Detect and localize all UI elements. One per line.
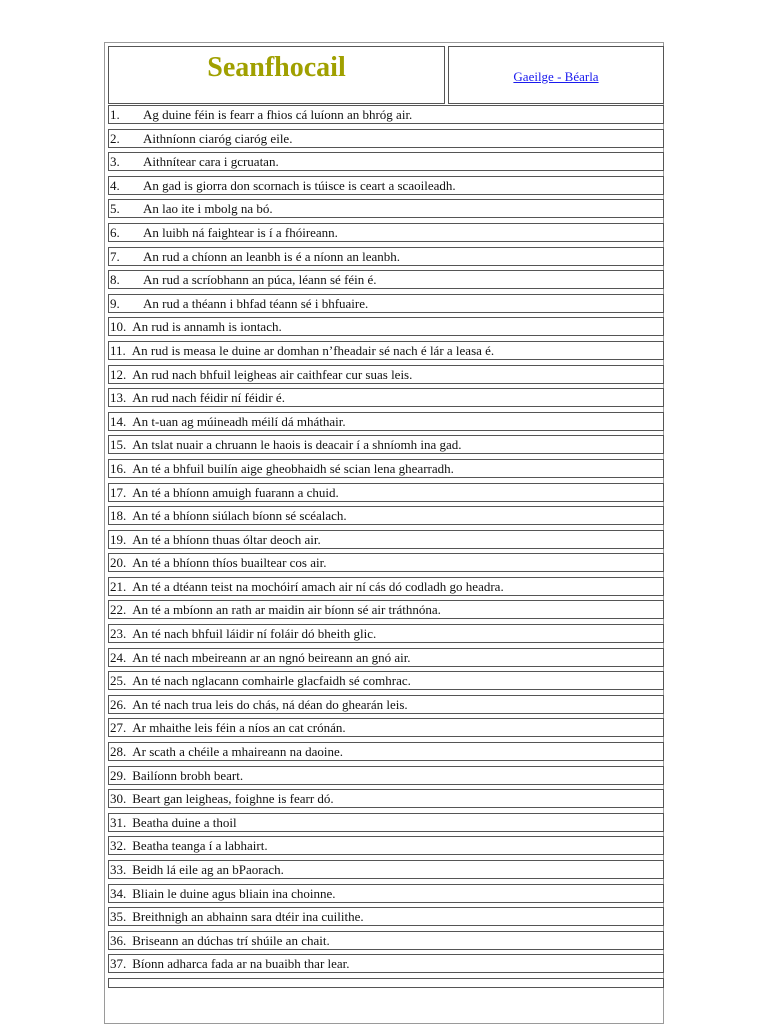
proverb-text: Ag duine féin is fearr a fhios cá luíonn an bhróg air.: [143, 107, 413, 122]
proverb-text: An rud is annamh is iontach.: [132, 319, 282, 335]
proverb-number: 2.: [110, 130, 120, 146]
proverb-number: 32.: [110, 838, 127, 854]
proverb-number: 21.: [110, 578, 127, 594]
proverb-number: 28.: [110, 744, 127, 760]
proverb-row: [108, 577, 664, 596]
proverb-row: [108, 789, 664, 808]
proverb-number: 11.: [110, 342, 126, 358]
proverb-number: 5.: [110, 201, 120, 217]
proverb-row: [108, 907, 664, 926]
proverb-row: [108, 223, 664, 242]
proverb-number: 3.: [110, 154, 120, 170]
proverb-row: [108, 365, 664, 384]
proverb-number: 18.: [110, 508, 127, 524]
proverb-text: Beatha teanga í a labhairt.: [132, 838, 268, 854]
proverb-row: [108, 931, 664, 950]
proverb-text: An rud a théann i bhfad téann sé i bhfuaire.: [143, 295, 369, 311]
proverb-row-partial: [108, 978, 664, 988]
proverb-text: Aithníonn ciaróg ciaróg eile.: [143, 130, 293, 146]
proverb-text: Beidh lá eile ag an bPaorach.: [132, 862, 284, 877]
proverb-number: 15.: [110, 437, 127, 453]
proverb-number: 14.: [110, 413, 127, 429]
proverb-number: 16.: [110, 460, 127, 476]
proverb-number: 12.: [110, 366, 127, 382]
language-link-cell: [448, 46, 664, 104]
header-row: [108, 46, 660, 104]
proverb-text: An lao ite i mbolg na bó.: [143, 201, 273, 217]
proverb-row: [108, 129, 664, 148]
proverb-number: 8.: [110, 272, 120, 288]
proverb-text: Aithnítear cara i gcruatan.: [143, 154, 279, 170]
proverb-text: An té nach mbeireann ar an ngnó beireann an gnó air.: [132, 649, 411, 665]
proverb-row: [108, 105, 664, 124]
proverb-row: [108, 341, 664, 360]
proverb-text: Bliain le duine agus bliain ina choinne.: [132, 885, 336, 901]
proverb-text: Bíonn adharca fada ar na buaibh thar lear.: [132, 956, 350, 972]
proverb-number: 9.: [110, 295, 120, 311]
proverb-number: 27.: [110, 720, 127, 736]
proverb-row: [108, 176, 664, 195]
proverb-row: [108, 954, 664, 973]
proverb-text: An té a bhíonn thíos buailtear cos air.: [132, 555, 327, 571]
proverb-row: [108, 860, 664, 879]
proverb-row: [108, 813, 664, 832]
proverb-text: An té a dtéann teist na mochóirí amach air ní cás dó codladh go headra.: [132, 578, 504, 594]
proverb-row: [108, 530, 664, 549]
proverb-text: An té nach trua leis do chás, ná déan do ghearán leis.: [132, 696, 408, 712]
proverb-row: [108, 836, 664, 855]
proverb-number: 36.: [110, 932, 127, 948]
proverb-text: An té nach nglacann comhairle glacfaidh sé comhrac.: [132, 673, 411, 689]
proverb-number: 6.: [110, 224, 120, 240]
proverb-text: Ar mhaithe leis féin a níos an cat crónán.: [132, 720, 346, 736]
proverb-text: An té a bhíonn amuigh fuarann a chuid.: [132, 484, 339, 500]
proverb-number: 29.: [110, 767, 127, 783]
proverb-row: [108, 553, 664, 572]
proverb-text: Bailíonn brobh beart.: [132, 767, 244, 783]
proverb-number: 26.: [110, 696, 127, 712]
proverb-row: [108, 247, 664, 266]
proverb-row: [108, 317, 664, 336]
proverb-row: [108, 435, 664, 454]
proverb-number: 19.: [110, 531, 127, 547]
proverb-row: [108, 600, 664, 619]
proverb-text: Ar scath a chéile a mhaireann na daoine.: [132, 744, 344, 760]
proverb-text: An rud a scríobhann an púca, léann sé féin é.: [143, 272, 377, 288]
proverb-number: 13.: [110, 390, 127, 406]
proverb-text: An gad is giorra don scornach is túisce is ceart a scaoileadh.: [143, 177, 456, 193]
proverb-number: 22.: [110, 602, 127, 618]
proverb-number: 7.: [110, 248, 120, 264]
proverb-text: An té a bhíonn thuas óltar deoch air.: [132, 531, 321, 547]
language-link[interactable]: Gaeilge - Béarla: [513, 69, 599, 84]
proverb-text: An rud nach féidir ní féidir é.: [132, 390, 285, 406]
proverb-number: 10.: [110, 319, 127, 335]
proverb-row: [108, 483, 664, 502]
title-cell: [108, 46, 445, 104]
proverb-text: An luibh ná faightear is í a fhóireann.: [143, 224, 338, 240]
proverb-number: 34.: [110, 885, 127, 901]
proverb-text: Breithnigh an abhainn sara dtéir ina cuilithe.: [132, 909, 364, 925]
proverb-row: [108, 459, 664, 478]
proverb-number: 1.: [110, 107, 120, 122]
proverb-row: [108, 294, 664, 313]
proverb-text: An tslat nuair a chruann le haois is deacair í a shníomh ina gad.: [132, 437, 462, 453]
proverb-text: An t-uan ag múineadh méilí dá mháthair.: [132, 413, 346, 429]
proverb-text: Briseann an dúchas trí shúile an chait.: [132, 932, 330, 948]
proverb-text: An té a mbíonn an rath ar maidin air bíonn sé air tráthnóna.: [132, 602, 441, 618]
proverb-row: [108, 388, 664, 407]
proverb-number: 30.: [110, 791, 127, 807]
proverb-text: An té a bhíonn siúlach bíonn sé scéalach.: [132, 508, 347, 524]
proverb-number: 23.: [110, 626, 127, 642]
proverb-row: [108, 742, 664, 761]
page-title: Seanfhocail: [207, 52, 346, 83]
proverb-number: 4.: [110, 177, 120, 193]
proverb-text: Beart gan leigheas, foighne is fearr dó.: [132, 791, 334, 807]
proverb-number: 24.: [110, 649, 127, 665]
proverb-number: 35.: [110, 909, 127, 925]
proverb-row: [108, 718, 664, 737]
proverb-number: 20.: [110, 555, 127, 571]
proverb-number: 33.: [110, 862, 127, 877]
proverb-row: [108, 152, 664, 171]
proverb-number: 37.: [110, 956, 127, 972]
proverb-text: An rud is measa le duine ar domhan n’fheadair sé nach é lár a leasa é.: [131, 342, 495, 358]
proverb-text: An rud nach bhfuil leigheas air caithfear cur suas leis.: [132, 366, 413, 382]
proverb-row: [108, 412, 664, 431]
proverb-text: Beatha duine a thoil: [132, 814, 237, 830]
proverb-list: [108, 105, 664, 993]
proverb-row: [108, 199, 664, 218]
proverb-row: [108, 884, 664, 903]
proverb-row: [108, 506, 664, 525]
proverb-text: An té a bhfuil builín aige gheobhaidh sé scian lena ghearradh.: [132, 460, 454, 476]
proverb-number: 31.: [110, 814, 127, 830]
proverb-text: An rud a chíonn an leanbh is é a níonn an leanbh.: [143, 248, 401, 264]
proverb-row: [108, 671, 664, 690]
proverb-row: [108, 624, 664, 643]
proverb-number: 25.: [110, 673, 127, 689]
proverb-text: An té nach bhfuil láidir ní foláir dó bheith glic.: [132, 626, 377, 642]
proverb-row: [108, 695, 664, 714]
proverb-row: [108, 766, 664, 785]
proverb-row: [108, 270, 664, 289]
proverbs-table: [104, 42, 664, 1024]
proverb-number: 17.: [110, 484, 127, 500]
proverb-row: [108, 648, 664, 667]
